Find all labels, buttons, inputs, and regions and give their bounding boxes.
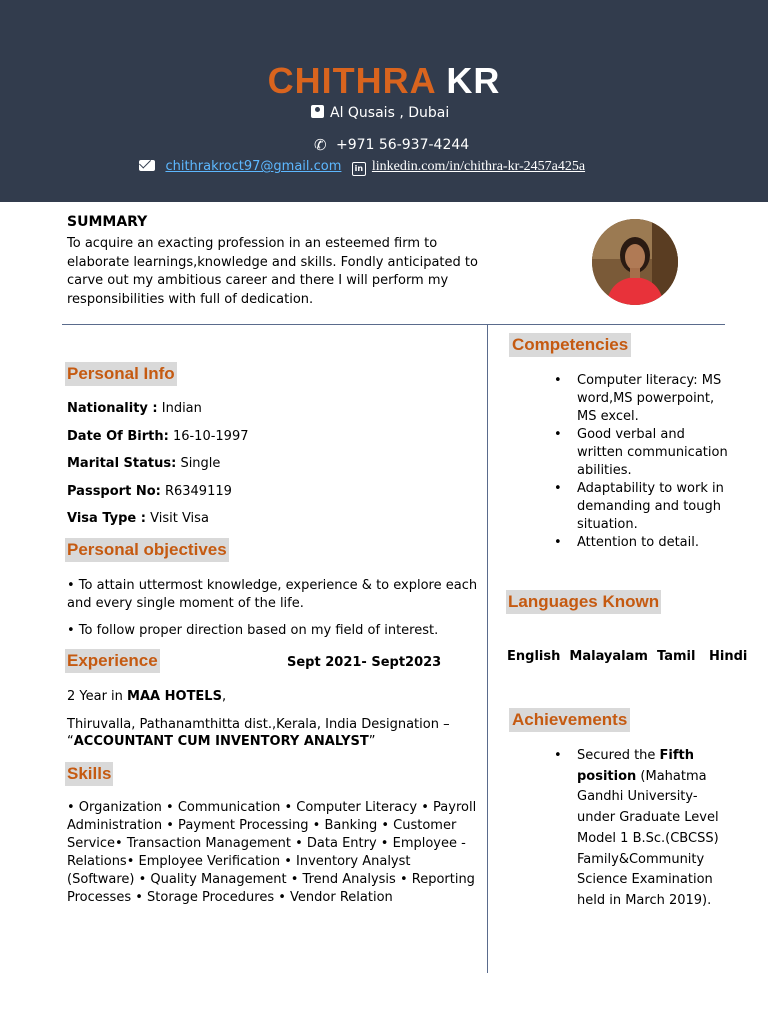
visa-row bbox=[67, 510, 209, 528]
first-name: CHITHRA bbox=[267, 60, 436, 101]
experience-role: ACCOUNTANT CUM INVENTORY ANALYST bbox=[73, 734, 369, 749]
objective-item-1: • To attain uttermost knowledge, experience & to explore each and every single moment of the life. bbox=[67, 578, 478, 611]
experience-dates: Sept 2021- Sept2023 bbox=[287, 655, 442, 670]
profile-photo bbox=[592, 219, 678, 305]
achievements-list bbox=[554, 746, 722, 912]
experience-company: MAA HOTELS bbox=[127, 689, 222, 704]
email-icon bbox=[139, 160, 155, 171]
achievement-prefix: Secured the bbox=[577, 748, 660, 763]
competencies-heading: Competencies bbox=[509, 333, 631, 357]
experience-company-line bbox=[67, 688, 226, 706]
phone-icon: ✆ bbox=[314, 136, 327, 154]
experience-role-line bbox=[67, 733, 375, 751]
achievements-heading: Achievements bbox=[509, 708, 630, 732]
linkedin-link[interactable]: linkedin.com/in/chithra-kr-2457a425a bbox=[371, 159, 586, 174]
achievement-suffix: (Mahatma Gandhi University- under Graduate Level Model 1 B.Sc.(CBCSS) Family&Community Science Examination held in March 2019). bbox=[577, 768, 719, 908]
experience-location-line: Thiruvalla, Pathanamthitta dist.,Kerala, India Designation – bbox=[67, 717, 450, 732]
contact-links-line bbox=[139, 158, 585, 176]
passport-label: Passport No: bbox=[67, 484, 161, 499]
achievement-item bbox=[554, 746, 722, 912]
summary-title: SUMMARY bbox=[67, 214, 148, 230]
vertical-divider bbox=[487, 325, 488, 973]
passport-row bbox=[67, 483, 232, 501]
nationality-value: Indian bbox=[157, 401, 202, 416]
languages-list: English Malayalam Tamil Hindi bbox=[507, 649, 748, 664]
achievement-bold: Fifth position bbox=[577, 748, 695, 784]
personal-info-heading: Personal Info bbox=[65, 362, 177, 386]
marital-label: Marital Status: bbox=[67, 456, 177, 471]
competencies-list bbox=[554, 372, 732, 552]
objective-item-2: • To follow proper direction based on my field of interest. bbox=[67, 623, 439, 638]
last-name: KR bbox=[446, 60, 501, 101]
dob-row bbox=[67, 428, 249, 446]
header-banner bbox=[0, 0, 768, 202]
competency-item: • Adaptability to work in demanding and tough situation. bbox=[554, 480, 732, 534]
phone-line bbox=[314, 136, 469, 153]
experience-heading: Experience bbox=[65, 649, 160, 673]
horizontal-divider bbox=[62, 324, 725, 325]
visa-value: Visit Visa bbox=[145, 511, 209, 526]
candidate-name bbox=[0, 60, 768, 102]
email-link[interactable]: chithrakroct97@gmail.com bbox=[165, 159, 342, 174]
role-quote-open: “ bbox=[67, 734, 74, 749]
competency-item: • Computer literacy: MS word,MS powerpoint, MS excel. bbox=[554, 372, 732, 426]
dob-value: 16-10-1997 bbox=[168, 429, 249, 444]
location-text: Al Qusais , Dubai bbox=[330, 105, 450, 121]
summary-text: To acquire an exacting profession in an esteemed firm to elaborate learnings,knowledge and skills. Fondly anticipated to carve out my ambitious career and there I will perform my responsibilities with full of dedication. bbox=[67, 236, 478, 307]
phone-text: +971 56-937-4244 bbox=[336, 137, 470, 153]
visa-label: Visa Type : bbox=[67, 511, 146, 526]
marital-value: Single bbox=[176, 456, 221, 471]
passport-value: R6349119 bbox=[160, 484, 232, 499]
objectives-heading: Personal objectives bbox=[65, 538, 229, 562]
linkedin-icon: in bbox=[352, 162, 366, 176]
nationality-label: Nationality : bbox=[67, 401, 158, 416]
languages-heading: Languages Known bbox=[506, 590, 661, 614]
experience-prefix: 2 Year in bbox=[67, 689, 128, 704]
skills-text: • Organization • Communication • Computer Literacy • Payroll Administration • Payment Processing • Banking • Customer Service• Transaction Management • Data Entry • Employee - Relations• Employee Verification • Inventory Analyst (Software) • Quality Management • Trend Analysis • Reporting Processes • Storage Procedures • Vendor Relation bbox=[67, 800, 477, 905]
nationality-row bbox=[67, 400, 202, 418]
competency-item: • Attention to detail. bbox=[554, 534, 732, 552]
profile-photo-image bbox=[592, 219, 678, 305]
dob-label: Date Of Birth: bbox=[67, 429, 169, 444]
location-line bbox=[311, 105, 449, 121]
experience-suffix: , bbox=[221, 689, 227, 704]
marital-row bbox=[67, 455, 220, 473]
role-quote-close: ” bbox=[368, 734, 376, 749]
location-pin-icon bbox=[311, 105, 324, 118]
skills-heading: Skills bbox=[65, 762, 113, 786]
competency-item: • Good verbal and written communication abilities. bbox=[554, 426, 732, 480]
